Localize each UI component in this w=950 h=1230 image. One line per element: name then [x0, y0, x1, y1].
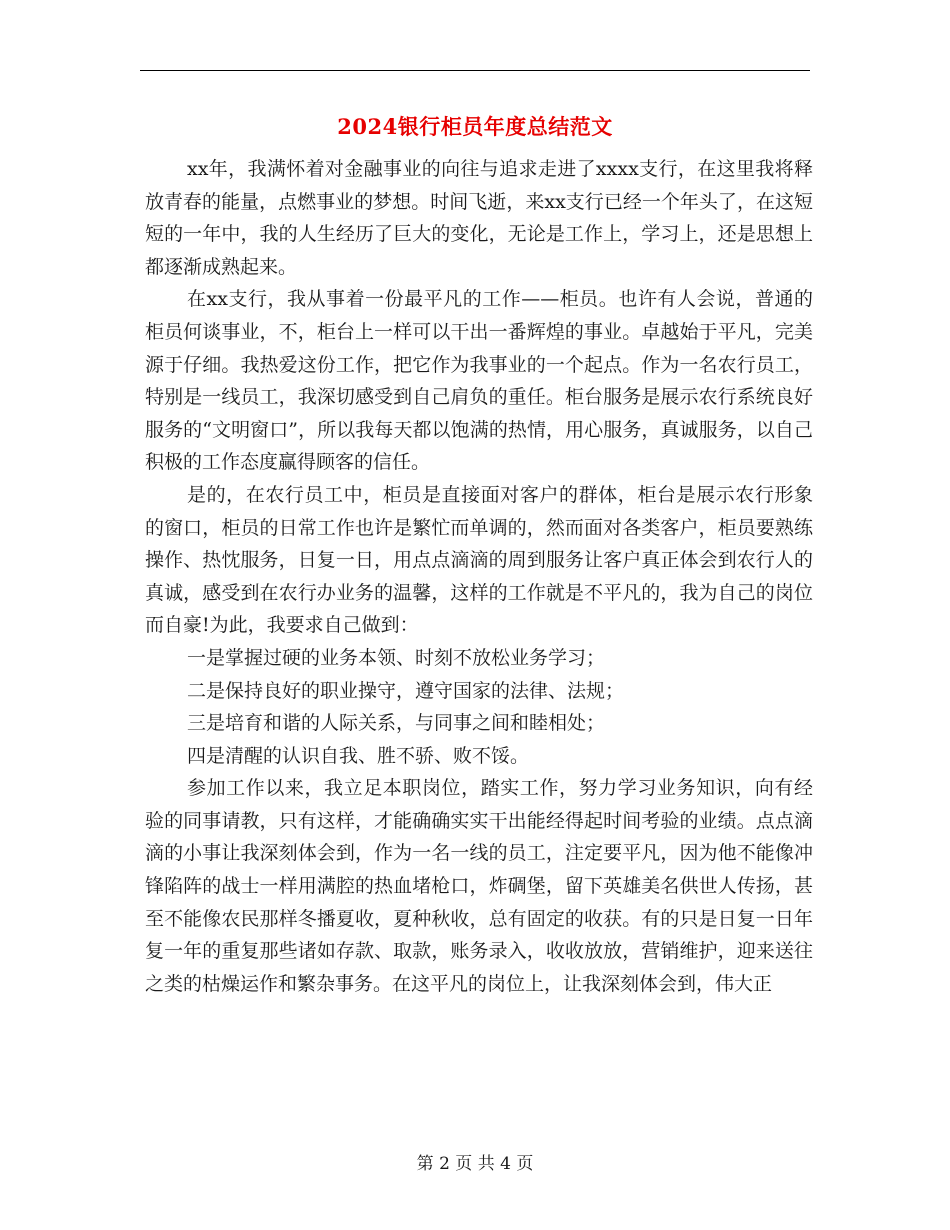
page-number-footer: 第 2 页 共 4 页 — [416, 1154, 534, 1174]
paragraph-teller-role: 在xx支行，我从事着一份最平凡的工作——柜员。也许有人会说，普通的柜员何谈事业，不，柜台上一样可以干出一番辉煌的事业。卓越始于平凡，完美源于仔细。我热爱这份工作，把它作为我事业的一个起点。作为一名农行员工，特别是一线员工，我深切感受到自己肩负的重任。柜台服务是展示农行系统良好服务的“文明窗口”，所以我每天都以饱满的热情，用心服务，真诚服务，以自己积极的工作态度赢得顾客的信任。 — [145, 288, 813, 474]
document-title: 2024银行柜员年度总结范文 — [337, 114, 613, 139]
list-item-3: 三是培育和谐的人际关系，与同事之间和睦相处； — [187, 712, 606, 735]
list-item-4: 四是清醒的认识自我、胜不骄、败不馁。 — [187, 744, 530, 767]
header-rule — [140, 70, 810, 71]
paragraph-since-joining: 参加工作以来，我立足本职岗位，踏实工作，努力学习业务知识，向有经验的同事请教，只有这样，才能确确实实干出能经得起时间考验的业绩。点点滴滴的小事让我深刻体会到，作为一名一线的员工，注定要平凡，因为他不能像冲锋陷阵的战士一样用满腔的热血堵枪口，炸碉堡，留下英雄美名供世人传扬，甚至不能像农民那样冬播夏收，夏种秋收，总有固定的收获。有的只是日复一日年复一年的重复那些诸如存款、取款，账务录入，收收放放，营销维护，迎来送往之类的枯燥运作和繁杂事务。在这平凡的岗位上，让我深刻体会到，伟大正 — [145, 777, 813, 995]
list-item-2: 二是保持良好的职业操守，遵守国家的法律、法规； — [187, 679, 625, 702]
paragraph-intro: xx年，我满怀着对金融事业的向往与追求走进了xxxx支行，在这里我将释放青春的能量，点燃事业的梦想。时间飞逝，来xx支行已经一个年头了，在这短短的一年中，我的人生经历了巨大的变化，无论是工作上，学习上，还是思想上都逐渐成熟起来。 — [145, 158, 813, 278]
paragraph-teller-group: 是的，在农行员工中，柜员是直接面对客户的群体，柜台是展示农行形象的窗口，柜员的日常工作也许是繁忙而单调的，然而面对各类客户，柜员要熟练操作、热忱服务，日复一日，用点点滴滴的周到服务让客户真正体会到农行人的真诚，感受到在农行办业务的温馨，这样的工作就是不平凡的，我为自己的岗位而自豪!为此，我要求自己做到： — [145, 483, 813, 637]
list-item-1: 一是掌握过硬的业务本领、时刻不放松业务学习； — [187, 646, 606, 669]
document-body — [145, 153, 813, 1000]
